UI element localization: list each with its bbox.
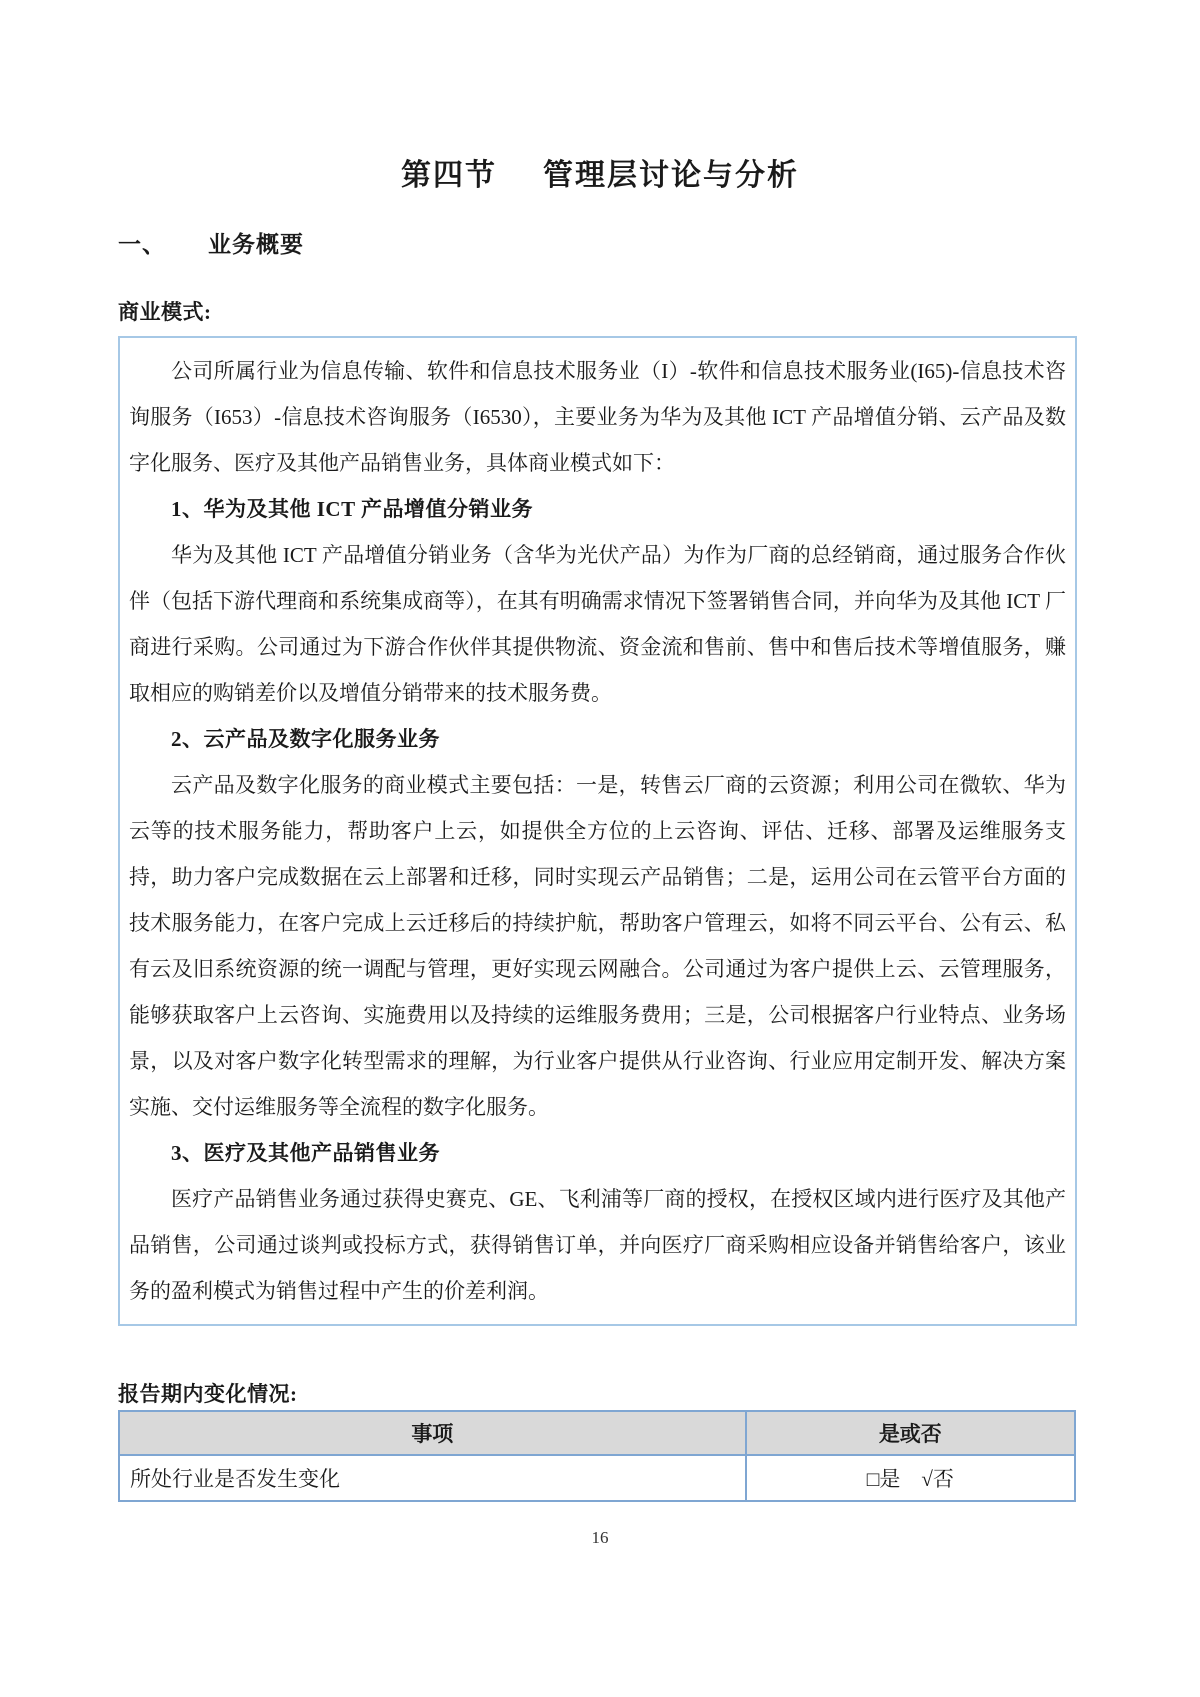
business-model-paragraph-2: 云产品及数字化服务的商业模式主要包括：一是，转售云厂商的云资源；利用公司在微软、华为云等的技术服务能力，帮助客户上云，如提供全方位的上云咨询、评估、迁移、部署及运维服务支持，助力客户完成数据在云上部署和迁移，同时实现云产品销售；二是，运用公司在云管平台方面的技术服务能力，在客户完成上云迁移后的持续护航，帮助客户管理云，如将不同云平台、公有云、私有云及旧系统资源的统一调配与管理，更好实现云网融合。公司通过为客户提供上云、云管理服务，能够获取客户上云咨询、实施费用以及持续的运维服务费用；三是，公司根据客户行业特点、业务场景，以及对客户数字化转型需求的理解，为行业客户提供从行业咨询、行业应用定制开发、解决方案实施、交付运维服务等全流程的数字化服务。: [129, 773, 1066, 1119]
business-model-intro-paragraph: 公司所属行业为信息传输、软件和信息技术服务业（I）-软件和信息技术服务业(I65)-信息技术咨询服务（I653）-信息技术咨询服务（I6530），主要业务为华为及其他 ICT 产品增值分销、云产品及数字化服务、医疗及其他产品销售业务，具体商业模式如下：: [129, 359, 1066, 475]
business-model-subheading-3: 3、医疗及其他产品销售业务: [171, 1141, 440, 1165]
business-model-subheading-1: 1、华为及其他 ICT 产品增值分销业务: [171, 497, 533, 521]
business-model-label: 商业模式:: [118, 300, 212, 324]
changes-table-answer-cell: □是 √否: [746, 1455, 1075, 1501]
page-title-text: 管理层讨论与分析: [543, 159, 799, 192]
changes-table: [118, 1410, 1076, 1502]
page-title: [0, 150, 1200, 194]
section-number: 一、: [118, 232, 166, 257]
business-model-paragraph-3: 医疗产品销售业务通过获得史赛克、GE、飞利浦等厂商的授权，在授权区域内进行医疗及其他产品销售，公司通过谈判或投标方式，获得销售订单，并向医疗厂商采购相应设备并销售给客户，该业务的盈利模式为销售过程中产生的价差利润。: [129, 1187, 1066, 1303]
changes-label: 报告期内变化情况:: [118, 1382, 298, 1406]
business-model-box: [118, 336, 1077, 1326]
page-number: 16: [591, 1528, 609, 1547]
changes-table-header-yesno: 是或否: [746, 1411, 1075, 1455]
section-title: 业务概要: [208, 232, 304, 257]
business-model-paragraph-1: 华为及其他 ICT 产品增值分销业务（含华为光伏产品）为作为厂商的总经销商，通过服务合作伙伴（包括下游代理商和系统集成商等），在其有明确需求情况下签署销售合同，并向华为及其他 ICT 厂商进行采购。公司通过为下游合作伙伴其提供物流、资金流和售前、售中和售后技术等增值服务，赚取相应的购销差价以及增值分销带来的技术服务费。: [129, 543, 1066, 705]
changes-table-header-row: [119, 1411, 1075, 1455]
page-title-chapter: 第四节: [401, 159, 497, 192]
changes-table-item-cell: 所处行业是否发生变化: [119, 1455, 746, 1501]
changes-table-header-item: 事项: [119, 1411, 746, 1455]
business-model-subheading-2: 2、云产品及数字化服务业务: [171, 727, 440, 751]
table-row: [119, 1455, 1075, 1501]
section-heading: [118, 226, 304, 259]
